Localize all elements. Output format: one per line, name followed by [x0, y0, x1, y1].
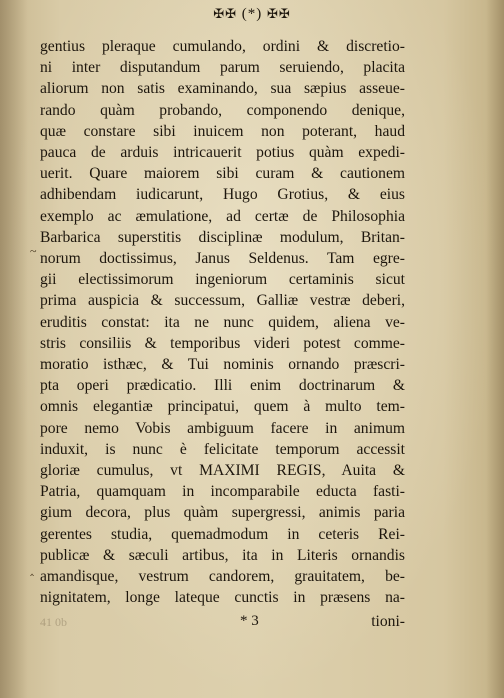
text-line: pauca de arduis intricauerit potius quàm expedi- [40, 144, 405, 162]
text-line: eruditis constat: ita ne nunc quidem, aliena ve- [40, 313, 405, 331]
text-line: omnis elegantiæ principatui, quem à multo tem- [40, 398, 405, 416]
text-line: moratio isthæc, & Tui nominis ornando præscri- [40, 356, 405, 374]
margin-mark-low: ‸ [30, 562, 35, 576]
text-line: amandisque, vestrum candorem, grauitatem, be- [40, 568, 405, 586]
header-ornament-left: ✠✠ [213, 6, 237, 21]
margin-mark-mid: ~ [30, 244, 37, 258]
text-line: gentius pleraque cumulando, ordini & discretio- [40, 38, 405, 55]
text-line: gerentes studia, quemadmodum in ceteris Rei- [40, 525, 405, 543]
text-line: stris consiliis & temporibus videri potest comme- [40, 334, 405, 352]
text-line: norum doctissimus, Janus Seldenus. Tam egre- [40, 250, 405, 268]
text-line: uerit. Quare maiorem sibi curam & cautionem [40, 165, 405, 183]
header-ornament-right: ✠✠ [267, 6, 291, 21]
catchword: tioni- [371, 613, 405, 630]
page-header [0, 6, 504, 23]
text-line: exemplo ac æmulatione, ad certæ de Philosophia [40, 207, 405, 225]
text-line: ni inter disputandum parum seruiendo, placita [40, 59, 405, 77]
text-line: quæ constare sibi inuicem non poterant, haud [40, 122, 405, 140]
text-line: gium decora, plus quàm supergressi, animis paria [40, 504, 405, 522]
text-line: gloriæ cumulus, vt MAXIMI REGIS, Auita & [40, 462, 405, 480]
text-line: prima auspicia & successum, Galliæ vestræ deberi, [40, 292, 405, 310]
text-line: adhibendam iudicarunt, Hugo Grotius, & eius [40, 186, 405, 204]
text-line: induxit, is nunc è felicitate temporum accessit [40, 440, 405, 458]
text-line: Patria, quamquam in incomparabile educta fasti- [40, 483, 405, 501]
text-line: publicæ & sæculi artibus, ita in Literis ornandis [40, 546, 405, 564]
page-footer [40, 613, 405, 637]
header-signature-label: (*) [241, 6, 263, 22]
text-line: gii electissimorum ingeniorum certaminis sicut [40, 271, 405, 289]
text-line: pore nemo Vobis ambiguum facere in animum [40, 419, 405, 437]
text-line: pta operi prædicatio. Illi enim doctrinarum & [40, 377, 405, 395]
faded-stamp-mark: 41 0b [40, 615, 67, 629]
text-line: nignitatem, longe lateque cunctis in præsens na- [40, 589, 405, 607]
text-line: rando quàm probando, componendo denique, [40, 101, 405, 119]
signature-mark: * 3 [240, 613, 259, 629]
text-line: Barbarica superstitis disciplinæ modulum, Britan- [40, 228, 405, 246]
text-line: aliorum non satis examinando, sua sæpius asseue- [40, 80, 405, 98]
latin-text-block [40, 36, 405, 608]
